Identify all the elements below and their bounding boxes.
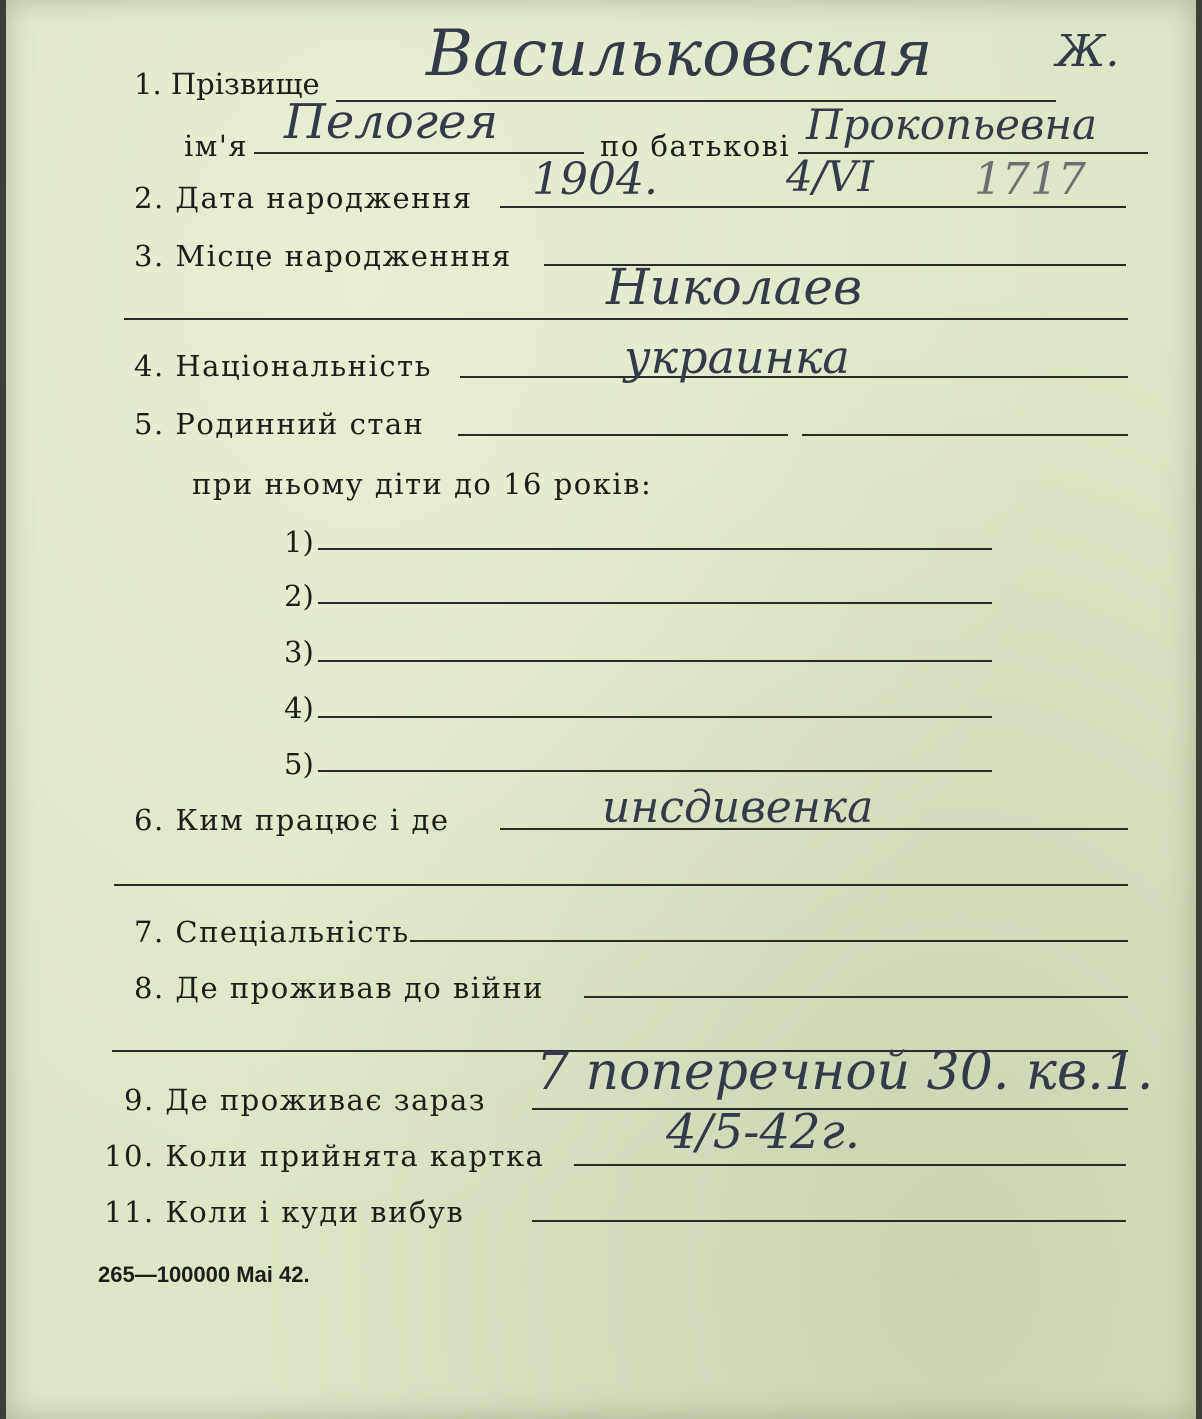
- child-3-line: [318, 660, 992, 662]
- work-line-2: [114, 884, 1128, 886]
- child-1-line: [318, 548, 992, 550]
- field-7-label: 7. Спеціальність: [134, 915, 410, 949]
- field-10-label: 10. Коли прийнята картка: [104, 1139, 545, 1173]
- work-handwriting: инсдивенка: [602, 782, 874, 833]
- card-date-handwriting: 4/5-42г.: [666, 1104, 861, 1160]
- print-code: 265—100000 Mai 42.: [98, 1262, 310, 1287]
- surname-mark-handwriting: Ж.: [1056, 26, 1120, 77]
- birthplace-handwriting: Николаев: [606, 258, 863, 316]
- registration-card: [6, 0, 1196, 1419]
- prewar-residence-line-1: [584, 996, 1128, 998]
- field-8-label: 8. Де проживав до війни: [134, 971, 544, 1005]
- nationality-handwriting: украинка: [624, 330, 850, 384]
- field-1-label: 1. Прізвище: [134, 67, 320, 101]
- name-label: ім'я: [184, 129, 249, 163]
- field-9-label: 9. Де проживає зараз: [124, 1083, 487, 1117]
- patronymic-handwriting: Прокопьевна: [806, 100, 1098, 149]
- field-11-label: 11. Коли і куди вибув: [104, 1195, 465, 1229]
- child-5-line: [318, 770, 992, 772]
- child-4-number: 4): [284, 691, 314, 725]
- birth-date-line: [500, 206, 1126, 208]
- card-date-line: [574, 1164, 1126, 1166]
- marital-status-line-2: [802, 434, 1128, 436]
- birth-year-handwriting: 1904.: [532, 154, 658, 205]
- name-handwriting: Пелогея: [284, 94, 499, 150]
- field-3-label: 3. Місце народженння: [134, 239, 512, 273]
- field-5-label: 5. Родинний стан: [134, 407, 425, 441]
- birth-extra-handwriting: 1717: [974, 154, 1086, 205]
- child-3-number: 3): [284, 635, 314, 669]
- child-4-line: [318, 716, 992, 718]
- current-address-handwriting: 7 поперечной 30. кв.1.: [536, 1042, 1154, 1102]
- field-4-label: 4. Національність: [134, 349, 432, 383]
- marital-status-line-1: [458, 434, 788, 436]
- birth-day-handwriting: 4/VI: [786, 152, 874, 201]
- specialty-line: [410, 940, 1128, 942]
- child-2-line: [318, 602, 992, 604]
- children-label: при ньому діти до 16 років:: [192, 467, 653, 501]
- child-2-number: 2): [284, 579, 314, 613]
- child-1-number: 1): [284, 525, 314, 559]
- departure-line: [532, 1220, 1126, 1222]
- child-5-number: 5): [284, 747, 314, 781]
- birthplace-line-2: [124, 318, 1128, 320]
- field-2-label: 2. Дата народження: [134, 181, 473, 215]
- field-6-label: 6. Ким працює і де: [134, 803, 450, 837]
- patronymic-label: по батькові: [600, 129, 791, 163]
- surname-handwriting: Васильковская: [426, 17, 933, 91]
